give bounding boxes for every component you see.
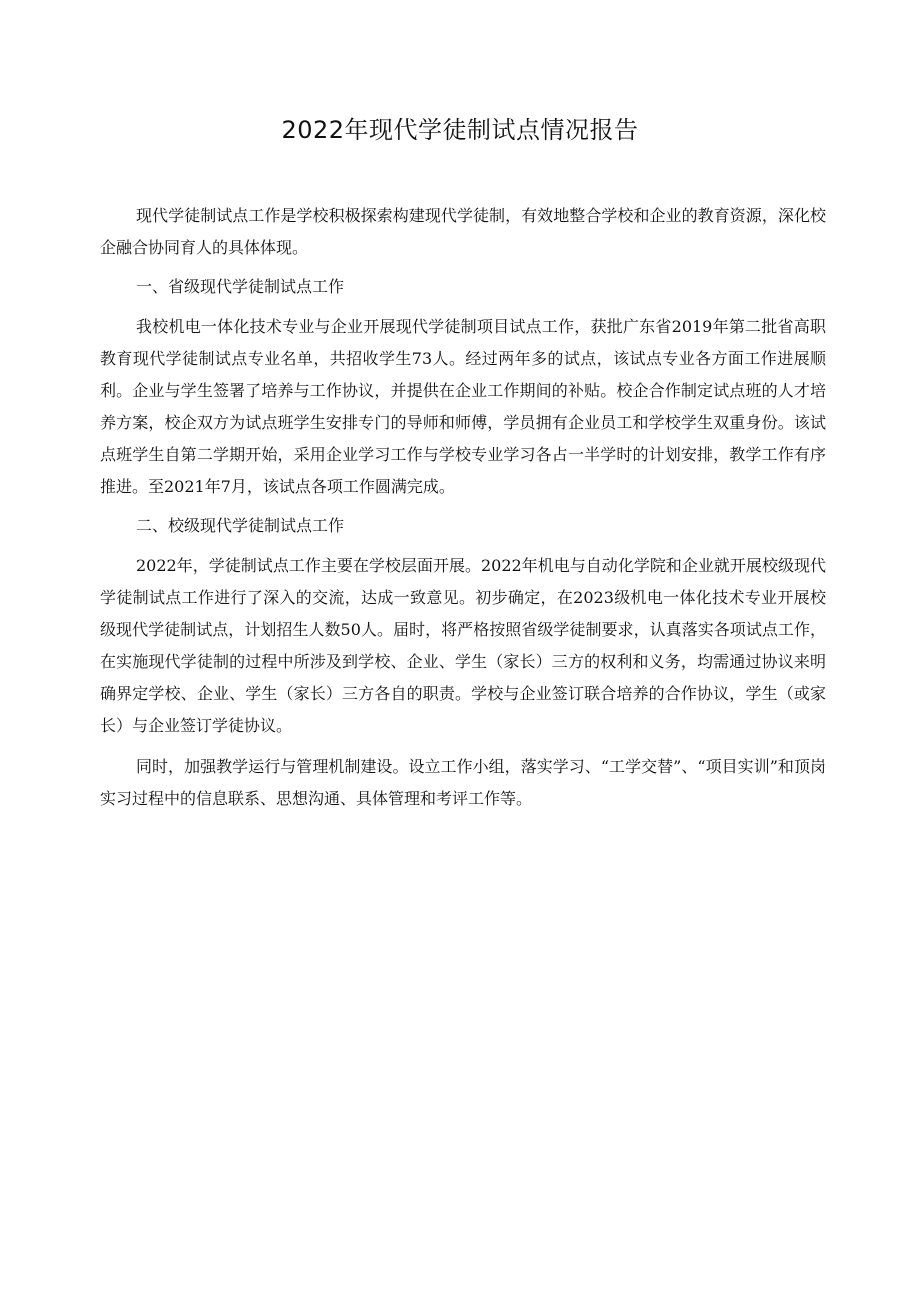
- document-title: 2022年现代学徒制试点情况报告: [281, 116, 639, 144]
- intro-paragraph: 现代学徒制试点工作是学校积极探索构建现代学徒制，有效地整合学校和企业的教育资源，深化校企融合协同育人的具体体现。: [100, 206, 826, 257]
- mechanism-paragraph: 同时，加强教学运行与管理机制建设。设立工作小组，落实学习、“工学交替”、“项目实训”和顶岗实习过程中的信息联系、思想沟通、具体管理和考评工作等。: [100, 757, 826, 808]
- document-body: [100, 200, 826, 824]
- section-heading-provincial: 一、省级现代学徒制试点工作: [136, 277, 345, 296]
- school-paragraph: 2022年，学徒制试点工作主要在学校层面开展。2022年机电与自动化学院和企业就开展校级现代学徒制试点工作进行了深入的交流，达成一致意见。初步确定，在2023级机电一体化技术专业开展校级现代学徒制试点，计划招生人数50人。届时，将严格按照省级学徒制要求，认真落实各项试点工作，在实施现代学徒制的过程中所涉及到学校、企业、学生（家长）三方的权利和义务，均需通过协议来明确界定学校、企业、学生（家长）三方各自的职责。学校与企业签订联合培养的合作协议，学生（或家长）与企业签订学徒协议。: [100, 556, 826, 735]
- provincial-paragraph: 我校机电一体化技术专业与企业开展现代学徒制项目试点工作，获批广东省2019年第二批省高职教育现代学徒制试点专业名单，共招收学生73人。经过两年多的试点，该试点专业各方面工作进展顺利。企业与学生签署了培养与工作协议，并提供在企业工作期间的补贴。校企合作制定试点班的人才培养方案，校企双方为试点班学生安排专门的导师和师傅，学员拥有企业员工和学校学生双重身份。该试点班学生自第二学期开始，采用企业学习工作与学校专业学习各占一半学时的计划安排，教学工作有序推进。至2021年7月，该试点各项工作圆满完成。: [100, 317, 826, 496]
- section-heading-school: 二、校级现代学徒制试点工作: [136, 516, 345, 535]
